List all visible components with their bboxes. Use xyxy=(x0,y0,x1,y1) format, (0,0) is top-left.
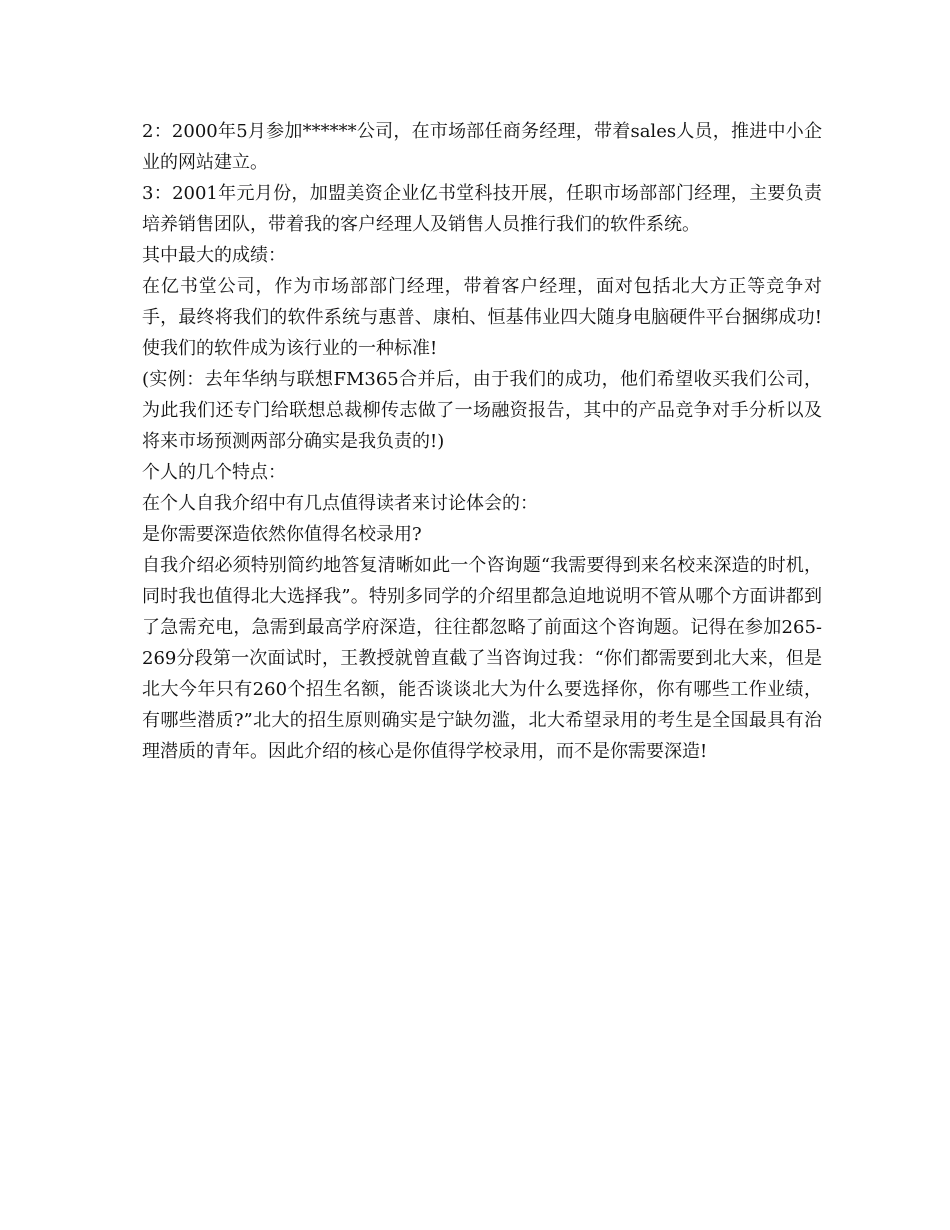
advice-paragraph: 自我介绍必须特别简约地答复清晰如此一个咨询题“我需要得到来名校来深造的时机，同时我也值得北大选择我”。特别多同学的介绍里都急迫地说明不管从哪个方面讲都到了急需充电，急需到最高学府深造，往往都忽略了前面这个咨询题。记得在参加265-269分段第一次面试时，王教授就曾直截了当咨询过我：“你们都需要到北大来，但是北大今年只有260个招生名额，能否谈谈北大为什么要选择你，你有哪些工作业绩，有哪些潜质?”北大的招生原则确实是宁缺勿滥，北大希望录用的考生是全国最具有治理潜质的青年。因此介绍的核心是你值得学校录用，而不是你需要深造! xyxy=(142,555,822,762)
document-body xyxy=(142,116,822,767)
achievement-heading: 其中最大的成绩： xyxy=(142,245,286,266)
traits-heading: 个人的几个特点： xyxy=(142,462,286,483)
question-heading: 是你需要深造依然你值得名校录用? xyxy=(142,524,422,545)
paragraph-item-3: 3：2001年元月份，加盟美资企业亿书堂科技开展，任职市场部部门经理，主要负责培养销售团队，带着我的客户经理人及销售人员推行我们的软件系统。 xyxy=(142,183,822,235)
paragraph-item-2: 2：2000年5月参加******公司，在市场部任商务经理，带着sales人员，推进中小企业的网站建立。 xyxy=(142,121,822,173)
achievement-paragraph: 在亿书堂公司，作为市场部部门经理，带着客户经理，面对包括北大方正等竞争对手，最终将我们的软件系统与惠普、康柏、恒基伟业四大随身电脑硬件平台捆绑成功!使我们的软件成为该行业的一种标准! xyxy=(142,276,822,359)
example-paragraph: (实例：去年华纳与联想FM365合并后，由于我们的成功，他们希望收买我们公司，为此我们还专门给联想总裁柳传志做了一场融资报告，其中的产品竞争对手分析以及将来市场预测两部分确实是我负责的!) xyxy=(142,369,822,452)
discussion-intro: 在个人自我介绍中有几点值得读者来讨论体会的： xyxy=(142,493,538,514)
